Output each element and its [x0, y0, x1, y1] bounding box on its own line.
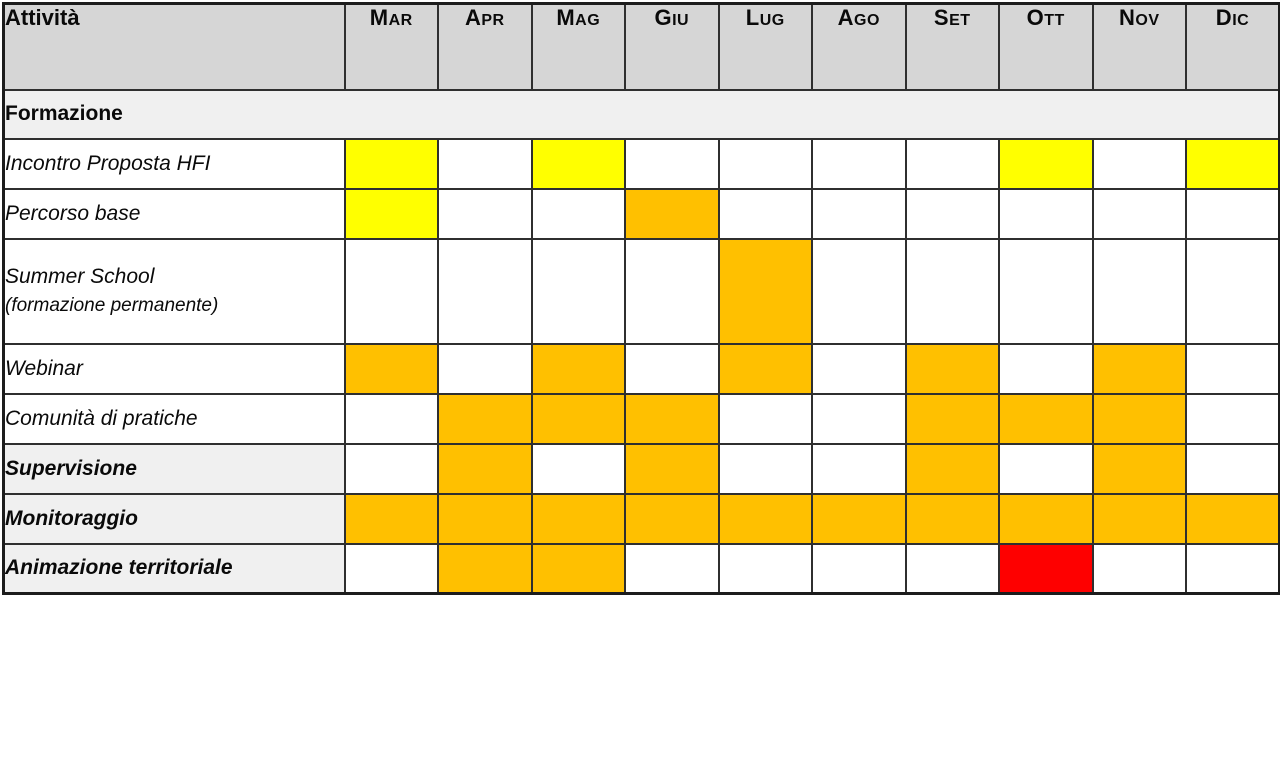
cell-supervisione-dic-empty: [1186, 444, 1280, 494]
cell-animazione-territoriale-lug-empty: [719, 544, 813, 594]
cell-comunita-di-pratiche-ott-orange: [999, 394, 1093, 444]
cell-supervisione-ago-empty: [812, 444, 906, 494]
row-label-incontro-proposta-hfi: Incontro Proposta HFI: [4, 139, 345, 189]
month-rest: AG: [575, 12, 601, 29]
cell-webinar-ago-empty: [812, 344, 906, 394]
month-initial: D: [1215, 5, 1233, 30]
cell-webinar-mag-orange: [532, 344, 626, 394]
cell-comunita-di-pratiche-lug-empty: [719, 394, 813, 444]
cell-webinar-lug-orange: [719, 344, 813, 394]
cell-incontro-proposta-hfi-mag-yellow: [532, 139, 626, 189]
cell-summer-school-lug-orange: [719, 239, 813, 344]
table-row-comunita-di-pratiche: [4, 394, 1280, 444]
cell-comunita-di-pratiche-giu-orange: [625, 394, 719, 444]
table-row-monitoraggio: [4, 494, 1280, 544]
cell-incontro-proposta-hfi-lug-empty: [719, 139, 813, 189]
cell-comunita-di-pratiche-set-orange: [906, 394, 1000, 444]
month-initial: O: [1026, 5, 1045, 30]
cell-supervisione-nov-orange: [1093, 444, 1187, 494]
month-header-lug: [719, 4, 813, 90]
cell-monitoraggio-set-orange: [906, 494, 1000, 544]
cell-summer-school-dic-empty: [1186, 239, 1280, 344]
cell-monitoraggio-ago-orange: [812, 494, 906, 544]
cell-summer-school-giu-empty: [625, 239, 719, 344]
cell-summer-school-mag-empty: [532, 239, 626, 344]
month-initial: S: [933, 5, 950, 30]
cell-comunita-di-pratiche-dic-empty: [1186, 394, 1280, 444]
gantt-body: [4, 90, 1280, 594]
cell-comunita-di-pratiche-mar-empty: [345, 394, 439, 444]
cell-animazione-territoriale-giu-empty: [625, 544, 719, 594]
month-rest: IC: [1232, 12, 1250, 29]
cell-comunita-di-pratiche-apr-orange: [438, 394, 532, 444]
month-rest: PR: [481, 12, 505, 29]
row-label-summer-school: [4, 239, 345, 344]
cell-percorso-base-dic-empty: [1186, 189, 1280, 239]
table-row-webinar: [4, 344, 1280, 394]
cell-summer-school-ago-empty: [812, 239, 906, 344]
month-initial: A: [464, 5, 482, 30]
cell-supervisione-giu-orange: [625, 444, 719, 494]
month-rest: TT: [1044, 12, 1065, 29]
row-label-line2: (formazione permanente): [5, 295, 219, 316]
cell-animazione-territoriale-mag-orange: [532, 544, 626, 594]
cell-percorso-base-mar-yellow: [345, 189, 439, 239]
cell-animazione-territoriale-apr-orange: [438, 544, 532, 594]
cell-webinar-giu-empty: [625, 344, 719, 394]
gantt-table: [2, 2, 1280, 595]
month-initial: N: [1118, 5, 1136, 30]
cell-supervisione-ott-empty: [999, 444, 1093, 494]
month-rest: OV: [1135, 12, 1160, 29]
cell-monitoraggio-mar-orange: [345, 494, 439, 544]
cell-summer-school-nov-empty: [1093, 239, 1187, 344]
month-initial: G: [654, 5, 673, 30]
cell-percorso-base-set-empty: [906, 189, 1000, 239]
cell-webinar-mar-orange: [345, 344, 439, 394]
table-row-incontro-proposta-hfi: [4, 139, 1280, 189]
month-rest: AR: [388, 12, 413, 29]
month-header-ott: [999, 4, 1093, 90]
cell-percorso-base-giu-orange: [625, 189, 719, 239]
cell-supervisione-lug-empty: [719, 444, 813, 494]
cell-comunita-di-pratiche-mag-orange: [532, 394, 626, 444]
table-row-summer-school: [4, 239, 1280, 344]
cell-monitoraggio-lug-orange: [719, 494, 813, 544]
cell-incontro-proposta-hfi-giu-empty: [625, 139, 719, 189]
month-rest: ET: [949, 12, 971, 29]
cell-percorso-base-ott-empty: [999, 189, 1093, 239]
cell-supervisione-mag-empty: [532, 444, 626, 494]
row-label-monitoraggio: Monitoraggio: [4, 494, 345, 544]
month-rest: GO: [854, 12, 880, 29]
month-header-mar: [345, 4, 439, 90]
row-label-supervisione: Supervisione: [4, 444, 345, 494]
cell-webinar-nov-orange: [1093, 344, 1187, 394]
month-header-ago: [812, 4, 906, 90]
row-label-percorso-base: Percorso base: [4, 189, 345, 239]
month-header-nov: [1093, 4, 1187, 90]
cell-animazione-territoriale-ott-red: [999, 544, 1093, 594]
row-label-comunita-di-pratiche: Comunità di pratiche: [4, 394, 345, 444]
cell-summer-school-apr-empty: [438, 239, 532, 344]
cell-monitoraggio-ott-orange: [999, 494, 1093, 544]
table-row-percorso-base: [4, 189, 1280, 239]
month-initial: A: [837, 5, 854, 30]
month-rest: IU: [672, 12, 690, 29]
cell-webinar-apr-empty: [438, 344, 532, 394]
cell-supervisione-set-orange: [906, 444, 1000, 494]
table-row-animazione-territoriale: [4, 544, 1280, 594]
cell-comunita-di-pratiche-ago-empty: [812, 394, 906, 444]
row-label-line1: Summer School: [5, 265, 155, 288]
table-row-supervisione: [4, 444, 1280, 494]
month-rest: UG: [759, 12, 785, 29]
cell-percorso-base-mag-empty: [532, 189, 626, 239]
cell-monitoraggio-nov-orange: [1093, 494, 1187, 544]
row-label-formazione: Formazione: [4, 90, 1280, 139]
cell-monitoraggio-apr-orange: [438, 494, 532, 544]
cell-summer-school-mar-empty: [345, 239, 439, 344]
row-label-webinar: Webinar: [4, 344, 345, 394]
header-row: [4, 4, 1280, 90]
cell-percorso-base-apr-empty: [438, 189, 532, 239]
cell-supervisione-mar-empty: [345, 444, 439, 494]
month-initial: L: [745, 5, 760, 30]
cell-incontro-proposta-hfi-nov-empty: [1093, 139, 1187, 189]
cell-comunita-di-pratiche-nov-orange: [1093, 394, 1187, 444]
cell-incontro-proposta-hfi-ott-yellow: [999, 139, 1093, 189]
cell-animazione-territoriale-set-empty: [906, 544, 1000, 594]
cell-percorso-base-nov-empty: [1093, 189, 1187, 239]
cell-animazione-territoriale-nov-empty: [1093, 544, 1187, 594]
table-row-formazione: [4, 90, 1280, 139]
cell-monitoraggio-giu-orange: [625, 494, 719, 544]
cell-incontro-proposta-hfi-apr-empty: [438, 139, 532, 189]
month-header-apr: [438, 4, 532, 90]
cell-animazione-territoriale-dic-empty: [1186, 544, 1280, 594]
cell-animazione-territoriale-mar-empty: [345, 544, 439, 594]
cell-webinar-ott-empty: [999, 344, 1093, 394]
month-initial: M: [369, 5, 389, 30]
cell-summer-school-set-empty: [906, 239, 1000, 344]
cell-incontro-proposta-hfi-mar-yellow: [345, 139, 439, 189]
cell-incontro-proposta-hfi-dic-yellow: [1186, 139, 1280, 189]
month-header-set: [906, 4, 1000, 90]
month-initial: M: [556, 5, 576, 30]
cell-percorso-base-lug-empty: [719, 189, 813, 239]
cell-summer-school-ott-empty: [999, 239, 1093, 344]
row-label-animazione-territoriale: Animazione territoriale: [4, 544, 345, 594]
cell-monitoraggio-mag-orange: [532, 494, 626, 544]
cell-monitoraggio-dic-orange: [1186, 494, 1280, 544]
cell-percorso-base-ago-empty: [812, 189, 906, 239]
activities-column-header: Attività: [4, 4, 345, 90]
cell-incontro-proposta-hfi-set-empty: [906, 139, 1000, 189]
cell-webinar-dic-empty: [1186, 344, 1280, 394]
cell-incontro-proposta-hfi-ago-empty: [812, 139, 906, 189]
month-header-dic: [1186, 4, 1280, 90]
cell-supervisione-apr-orange: [438, 444, 532, 494]
month-header-mag: [532, 4, 626, 90]
month-header-giu: [625, 4, 719, 90]
cell-webinar-set-orange: [906, 344, 1000, 394]
cell-animazione-territoriale-ago-empty: [812, 544, 906, 594]
